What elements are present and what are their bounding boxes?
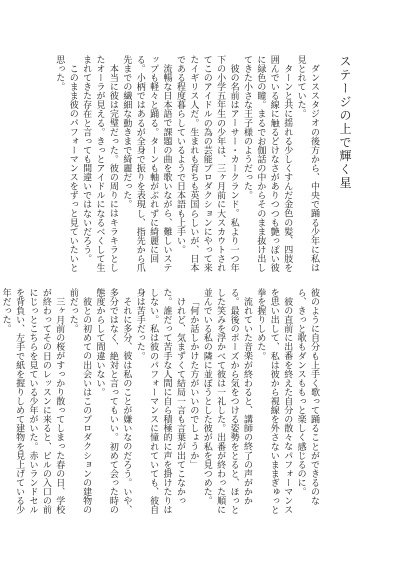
paragraph: ターンと共に揺れる少しくすんだ金色の髪、四肢を囲んでいる線に触るどけなさがありつつも艶っぽい彼に緑色の瞳。まるでお伽話の中からそのまま抜け出してきた小さな王子様のようだった。 xyxy=(241,55,293,273)
page-title: ステージの上で輝く星 xyxy=(338,55,352,190)
paragraph: けれど、気まずくて結局一言も言葉が出てこなかった。誰だって苦手な人間に自ら積極的に声を掛けたりはしない。私は彼のパフォーマンスに憧れていても、彼自身は苦手だった。 xyxy=(134,288,185,515)
paragraph: 本当に彼は完璧だった。彼の周りにはキラキラとしたオーラが見える。きっとアイドルになるべくして生まれてきた存在と言っても間違いではないだろう。 xyxy=(81,55,118,273)
paragraph: 彼の名前はアーサー・カークランド。私より一つ年下の小学五年生の少年は、三ヶ月前に大スカウトされてこのアイドルの為の芸能プロダクションにやって来たイギリス人だ。生まれも育ちも英国らしいが、日本である程度暮らしているようで日本語も上手い。 xyxy=(174,55,239,273)
upper-text-band xyxy=(40,55,320,273)
paragraph: 彼の直前に出番を終えた自分の散々なパフォーマンスを思い出して、私は彼から視線を外さないままぎゅっと拳を握りしめた。 xyxy=(255,288,293,515)
paragraph: 「何か話しかけた方がいいのでしょうか」 xyxy=(188,297,199,469)
paragraph: 流暢な日本語で課題の曲を歌いながら、難しいステップも軽々と踊る。ターンも軸がぶれずに綺麗に回る。小柄ではあるが全身で振りを表現し、指先から爪先までの繊細な動きまで綺麗だった。 xyxy=(121,55,172,273)
paragraph: それに多分、彼は私のことが嫌いなのだろう。いや、多分ではなく、絶対と言ってもいい。初めて会った時の態度からして間違いない。 xyxy=(94,288,132,515)
paragraph: 三ヶ月前の桜がすっかり散ってしまった春の日、学校が終わってその日のレッスンに来ると、ビルの入口の前にじっとこちらを見ている少年がいた。赤いランドセルを背負い、左手で紙を握りしめて建物を見上げている少年だった。 xyxy=(0,288,65,515)
paragraph: ダンススタジオの後方から、中央で踊る少年に私は見とれていた。 xyxy=(295,55,319,273)
paragraph: 彼のように自分も上手く歌って踊ることができるのなら、きっと歌もダンスももっと楽しく感じるのに。 xyxy=(295,288,319,506)
paragraph: このまま彼のパフォーマンスをずっと見ていたいと思った。 xyxy=(54,55,78,273)
lower-text-band xyxy=(0,288,320,518)
paragraph: 流れていた音楽が終わると、講師の終了の声がかかる。最後のポーズから気をつける姿勢をとると、ほっとした笑みを浮かべて彼は一礼した。出番が終わった順に並んでいる私の隣に並ぼうとした彼が私を見つめた。 xyxy=(201,288,252,515)
paragraph: 彼との初めての出会いはこのプロダクションの建物の前だった。 xyxy=(67,288,92,515)
